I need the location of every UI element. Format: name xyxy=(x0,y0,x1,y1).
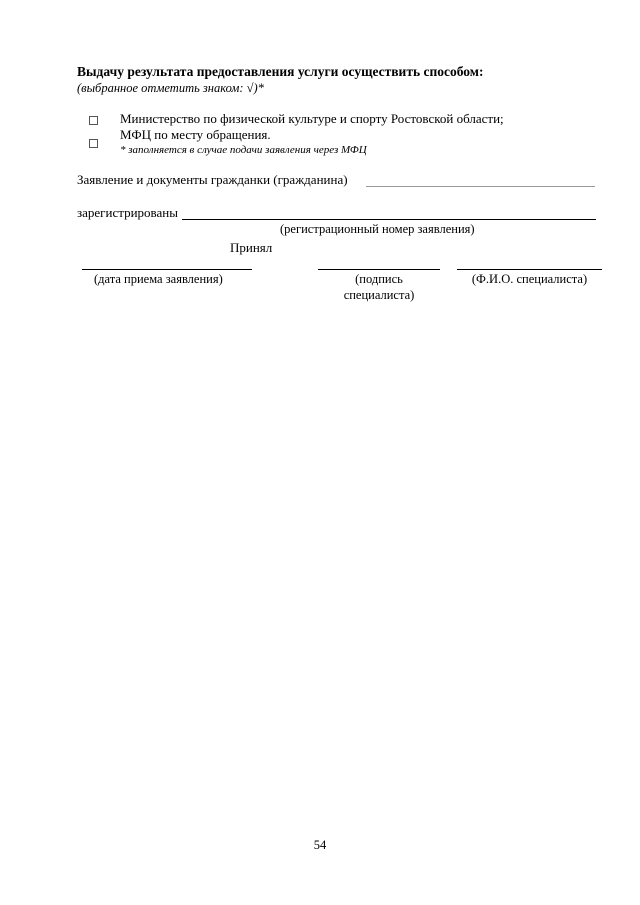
signature-caption-line2: специалиста) xyxy=(343,288,415,302)
applicant-name-line[interactable] xyxy=(366,186,595,187)
fio-line[interactable] xyxy=(457,269,602,270)
option-checkbox-ministry[interactable] xyxy=(89,116,98,125)
fio-caption: (Ф.И.О. специалиста) xyxy=(471,272,588,286)
date-caption: (дата приема заявления) xyxy=(94,272,223,286)
option-label-mfc: МФЦ по месту обращения. xyxy=(120,127,271,142)
registration-number-line[interactable] xyxy=(182,219,596,220)
accepted-label: Принял xyxy=(230,240,273,255)
signature-caption-line1: (подпись xyxy=(355,272,403,286)
option-label-ministry: Министерство по физической культуре и спорту Ростовской области; xyxy=(120,111,504,126)
option-checkbox-mfc[interactable] xyxy=(89,139,98,148)
signature-line[interactable] xyxy=(318,269,440,270)
page-number: 54 xyxy=(313,838,327,852)
application-label: Заявление и документы гражданки (гражданина) xyxy=(77,172,348,187)
selection-hint: (выбранное отметить знаком: √)* xyxy=(77,81,264,95)
section-heading: Выдачу результата предоставления услуги осуществить способом: xyxy=(77,64,484,79)
date-line[interactable] xyxy=(82,269,252,270)
registration-number-caption: (регистрационный номер заявления) xyxy=(280,222,475,236)
mfc-note: * заполняется в случае подачи заявления через МФЦ xyxy=(120,144,367,156)
registered-label: зарегистрированы xyxy=(77,205,178,220)
